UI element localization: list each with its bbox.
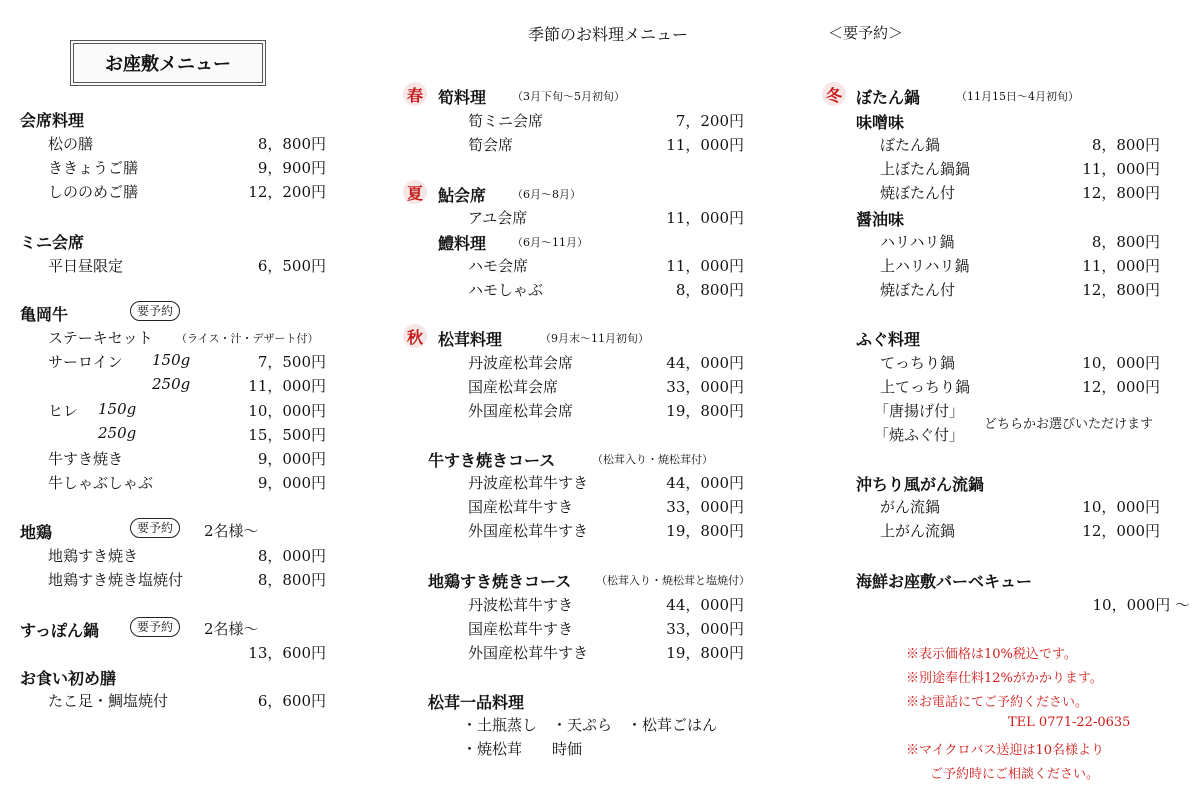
reservation-badge: 要予約 (130, 301, 180, 321)
spring-heading: 筍料理 (438, 88, 487, 107)
reservation-badge: 要予約 (130, 617, 180, 637)
ganryu-heading: 沖ちり風がん流鍋 (856, 475, 985, 494)
menu-item-name: 筍ミニ会席 (468, 112, 544, 130)
menu-item-price: 12，000円 (1082, 378, 1160, 396)
menu-item-price: 44，000円 (666, 354, 744, 372)
menu-item-price: 33，000円 (666, 620, 744, 638)
menu-item-name: しののめご膳 (48, 183, 139, 201)
menu-item-name: 平日昼限定 (48, 257, 124, 275)
note-line: ご予約時にご相談ください。 (930, 767, 1100, 782)
jidori-heading: 地鶏 (20, 523, 53, 542)
kaiseki-heading: 会席料理 (20, 111, 85, 130)
min-people-note: 2名様～ (204, 620, 259, 638)
sirloin-label: サーロイン (48, 353, 123, 371)
menu-item-name: 外国産松茸会席 (468, 402, 574, 420)
ippin-line: ・焼松茸 時価 (462, 740, 583, 758)
ayu-heading: 鮎会席 (438, 186, 487, 205)
menu-item-name: 上ぼたん鍋鍋 (880, 160, 971, 178)
fugu-option: 「唐揚げ付」 (874, 402, 965, 420)
fugu-option-note: どちらかお選びいただけます (984, 417, 1154, 432)
zashiki-menu-title: お座敷メニュー (70, 40, 266, 86)
menu-item-price: 15，500円 (248, 426, 326, 444)
menu-item-price: 8，000円 (257, 547, 326, 565)
menu-item-price: 6，500円 (257, 257, 326, 275)
menu-item-price: 11，000円 (1082, 160, 1160, 178)
menu-item-name: 国産松茸牛すき (468, 620, 574, 638)
note-line: ※別途奉仕料12%がかかります。 (906, 671, 1103, 686)
matsutake-period: （9月末～11月初旬） (540, 332, 649, 345)
menu-item-name: アユ会席 (468, 209, 528, 227)
ayu-period: （6月～8月） (512, 188, 581, 201)
menu-item-price: 11，000円 (666, 257, 744, 275)
menu-item-price: 9，900円 (257, 159, 326, 177)
shoyu-heading: 醤油味 (856, 210, 905, 229)
menu-item-price: 7，200円 (675, 112, 744, 130)
weight-label: 250g (152, 375, 191, 393)
mini-kaiseki-heading: ミニ会席 (20, 233, 85, 252)
weight-label: 150g (152, 351, 191, 369)
ippin-line: ・土瓶蒸し ・天ぷら ・松茸ごはん (462, 716, 718, 734)
reservation-badge: 要予約 (130, 518, 180, 538)
botan-heading: ぼたん鍋 (856, 88, 921, 107)
menu-item-price: 11，000円 (666, 136, 744, 154)
gyusuki-course-note: （松茸入り・焼松茸付） (592, 453, 713, 466)
menu-item-price: 12，000円 (1082, 522, 1160, 540)
menu-item-price: 8，800円 (1091, 136, 1160, 154)
hamo-heading: 鱧料理 (438, 234, 487, 253)
spring-mark: 春 (403, 82, 427, 106)
menu-item-name: 上がん流鍋 (880, 522, 956, 540)
okuizome-heading: お食い初め膳 (20, 669, 117, 688)
menu-item-name: 牛しゃぶしゃぶ (48, 474, 154, 492)
menu-item-name: 外国産松茸牛すき (468, 522, 589, 540)
steak-set-note: （ライス・汁・デザート付） (176, 332, 319, 345)
reservation-note: ＜要予約＞ (828, 24, 904, 42)
menu-item-name: 上てっちり鍋 (880, 378, 971, 396)
note-line: ※表示価格は10%税込です。 (906, 647, 1077, 662)
weight-label: 250g (98, 424, 137, 442)
menu-item-name: 焼ぼたん付 (880, 184, 956, 202)
menu-item-price: 7，500円 (257, 353, 326, 371)
menu-item-price: 19，800円 (666, 402, 744, 420)
menu-item-name: 上ハリハリ鍋 (880, 257, 970, 275)
menu-item-price: 13，600円 (248, 644, 326, 662)
menu-item-name: 地鶏すき焼き (48, 547, 139, 565)
fugu-heading: ふぐ料理 (856, 330, 921, 349)
menu-item-name: 国産松茸牛すき (468, 498, 574, 516)
bbq-price: 10，000円 ～ (1092, 596, 1190, 614)
menu-item-price: 8，800円 (257, 571, 326, 589)
menu-item-name: ぼたん鍋 (880, 136, 941, 154)
note-line: ※マイクロバス送迎は10名様より (906, 743, 1105, 758)
botan-period: （11月15日～4月初旬） (956, 90, 1079, 103)
menu-item-name: 丹波産松茸牛すき (468, 474, 589, 492)
matsutake-heading: 松茸料理 (438, 330, 503, 349)
menu-item-price: 10，000円 (1082, 498, 1160, 516)
min-people-note: 2名様～ (204, 522, 259, 540)
fugu-option: 「焼ふぐ付」 (874, 426, 965, 444)
menu-item-price: 9，000円 (257, 450, 326, 468)
menu-item-price: 12，800円 (1082, 281, 1160, 299)
menu-item-price: 33，000円 (666, 498, 744, 516)
menu-item-price: 8，800円 (1091, 233, 1160, 251)
menu-item-name: 丹波松茸牛すき (468, 596, 574, 614)
menu-item-name: 松の膳 (48, 135, 94, 153)
summer-mark: 夏 (403, 180, 427, 204)
menu-item-price: 10，000円 (248, 402, 326, 420)
menu-item-name: てっちり鍋 (880, 354, 956, 372)
menu-item-name: ハリハリ鍋 (880, 233, 955, 251)
menu-item-price: 12，200円 (248, 183, 326, 201)
menu-item-name: 丹波産松茸会席 (468, 354, 574, 372)
menu-item-price: 12，800円 (1082, 184, 1160, 202)
hamo-period: （6月～11月） (512, 236, 588, 249)
menu-item-price: 11，000円 (1082, 257, 1160, 275)
miso-heading: 味噌味 (856, 113, 905, 132)
note-line: ※お電話にてご予約ください。 (906, 695, 1089, 710)
winter-mark: 冬 (822, 82, 846, 106)
menu-item-name: ハモ会席 (468, 257, 529, 275)
kameoka-beef-heading: 亀岡牛 (20, 305, 69, 324)
menu-item-price: 44，000円 (666, 474, 744, 492)
gyusuki-course-heading: 牛すき焼きコース (428, 451, 556, 470)
menu-item-name: がん流鍋 (880, 498, 941, 516)
bbq-heading: 海鮮お座敷バーベキュー (856, 572, 1033, 591)
menu-item-price: 11，000円 (666, 209, 744, 227)
fillet-label: ヒレ (48, 402, 79, 420)
menu-item-name: たこ足・鯛塩焼付 (48, 692, 169, 710)
jidori-course-heading: 地鶏すき焼きコース (428, 572, 572, 591)
menu-item-name: 牛すき焼き (48, 450, 124, 468)
menu-item-price: 10，000円 (1082, 354, 1160, 372)
menu-item-price: 8，800円 (257, 135, 326, 153)
ippin-heading: 松茸一品料理 (428, 693, 525, 712)
menu-item-price: 11，000円 (248, 377, 326, 395)
menu-item-price: 33，000円 (666, 378, 744, 396)
menu-item-price: 44，000円 (666, 596, 744, 614)
page-title: 季節のお料理メニュー (528, 25, 689, 44)
menu-item-name: 焼ぼたん付 (880, 281, 956, 299)
menu-item-price: 8，800円 (675, 281, 744, 299)
menu-item-price: 9，000円 (257, 474, 326, 492)
menu-item-price: 19，800円 (666, 644, 744, 662)
menu-item-name: ハモしゃぶ (468, 281, 544, 299)
menu-item-name: 国産松茸会席 (468, 378, 559, 396)
menu-item-name: 外国産松茸牛すき (468, 644, 589, 662)
menu-item-name: 地鶏すき焼き塩焼付 (48, 571, 184, 589)
weight-label: 150g (98, 400, 137, 418)
phone-number: TEL 0771-22-0635 (1008, 715, 1131, 730)
suppon-heading: すっぽん鍋 (20, 621, 100, 640)
spring-period: （3月下旬～5月初旬） (512, 90, 625, 103)
jidori-course-note: （松茸入り・焼松茸と塩焼付） (596, 574, 750, 587)
menu-item-price: 19，800円 (666, 522, 744, 540)
steak-set-label: ステーキセット (48, 329, 153, 347)
menu-item-name: ききょうご膳 (48, 159, 139, 177)
menu-item-name: 筍会席 (468, 136, 514, 154)
autumn-mark: 秋 (403, 324, 427, 348)
menu-item-price: 6，600円 (257, 692, 326, 710)
